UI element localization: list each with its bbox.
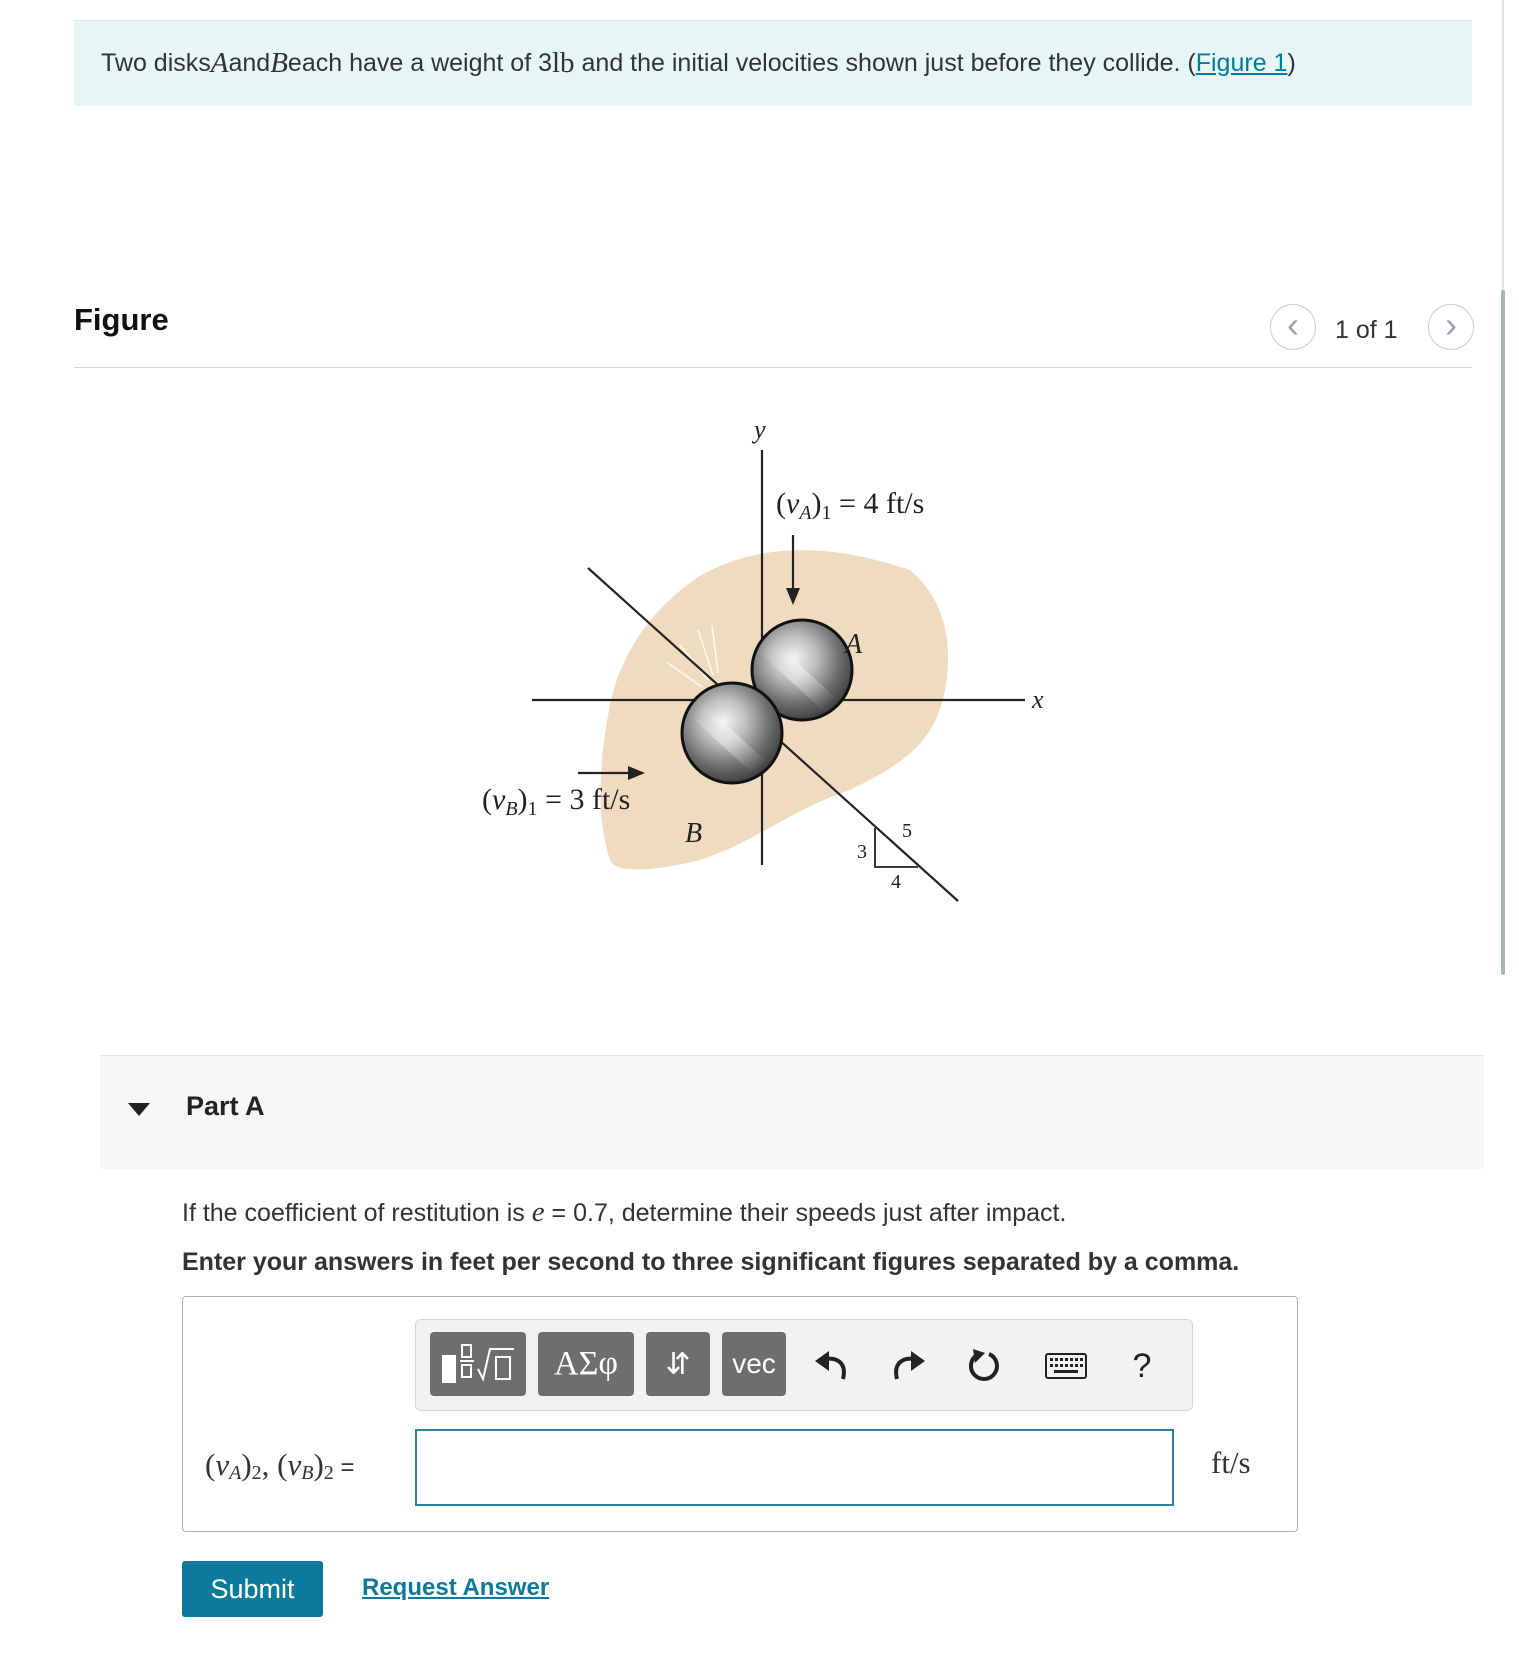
figure-link[interactable]: Figure 1 — [1195, 49, 1288, 77]
redo-icon — [889, 1349, 927, 1383]
intro-text: and — [228, 49, 271, 77]
slope-label-3: 3 — [857, 841, 867, 863]
x-axis-label: x — [1032, 685, 1044, 714]
slope-label-5: 5 — [902, 820, 912, 842]
part-a-header[interactable] — [100, 1055, 1484, 1169]
undo-icon — [813, 1349, 851, 1383]
answer-label: (vA)2, (vB)2 = — [205, 1447, 355, 1484]
slope-label-4: 4 — [891, 871, 901, 893]
previous-figure-button[interactable] — [1270, 304, 1316, 350]
greek-symbols-button[interactable]: ΑΣφ — [538, 1332, 634, 1396]
help-button[interactable]: ? — [1132, 1346, 1152, 1385]
disk-a-label: A — [845, 629, 863, 660]
unit-lb: lb — [552, 47, 575, 79]
answer-instruction: Enter your answers in feet per second to three significant figures separated by a comma. — [182, 1248, 1240, 1276]
redo-button[interactable] — [884, 1342, 932, 1390]
reset-button[interactable] — [960, 1342, 1008, 1390]
figure-title: Figure — [74, 302, 169, 337]
question-text-end: = 0.7, determine their speeds just after impact. — [544, 1199, 1067, 1227]
reset-icon — [965, 1347, 1003, 1385]
answer-unit: ft/s — [1211, 1445, 1251, 1480]
templates-button[interactable] — [430, 1332, 526, 1396]
part-a-title: Part A — [186, 1091, 265, 1121]
problem-statement — [74, 20, 1472, 106]
answer-area — [182, 1296, 1298, 1532]
keyboard-button[interactable] — [1038, 1342, 1094, 1390]
question-text-start: If the coefficient of restitution is — [182, 1199, 532, 1227]
request-answer-link[interactable]: Request Answer — [362, 1574, 550, 1601]
chevron-right-icon: › — [1445, 304, 1457, 345]
y-axis-label: y — [754, 415, 766, 444]
intro-text: and the initial velocities shown just before they collide. ( — [574, 49, 1196, 77]
disk-a-symbol: A — [210, 47, 229, 79]
intro-text: ) — [1287, 49, 1296, 77]
figure-counter: 1 of 1 — [1335, 316, 1398, 344]
intro-text: Two disks — [101, 49, 211, 77]
answer-input[interactable] — [415, 1429, 1174, 1506]
fraction-radical-icon — [438, 1341, 518, 1387]
disk-b-symbol: B — [270, 47, 288, 79]
chevron-left-icon: ‹ — [1287, 304, 1299, 345]
arrows-button[interactable]: ⇵ — [646, 1332, 710, 1396]
keyboard-icon — [1045, 1352, 1087, 1380]
figure-divider — [74, 367, 1472, 368]
math-toolbar — [415, 1319, 1193, 1411]
velocity-b-label: $(v_B)_1 = 3$ ft/s — [482, 783, 631, 820]
collision-diagram — [470, 405, 1090, 920]
next-figure-button[interactable] — [1428, 304, 1474, 350]
undo-button[interactable] — [808, 1342, 856, 1390]
scrollbar-thumb[interactable] — [1501, 290, 1505, 975]
velocity-a-label: $(v_A)_1 = 4$ ft/s — [776, 487, 925, 524]
submit-button[interactable]: Submit — [182, 1561, 323, 1617]
caret-down-icon[interactable] — [128, 1103, 150, 1116]
vector-button[interactable]: vec — [722, 1332, 786, 1396]
disk-b-label: B — [685, 818, 703, 849]
restitution-symbol: e — [531, 1196, 545, 1228]
intro-text: each have a weight of 3 — [287, 49, 552, 77]
question-text — [182, 1196, 1066, 1229]
